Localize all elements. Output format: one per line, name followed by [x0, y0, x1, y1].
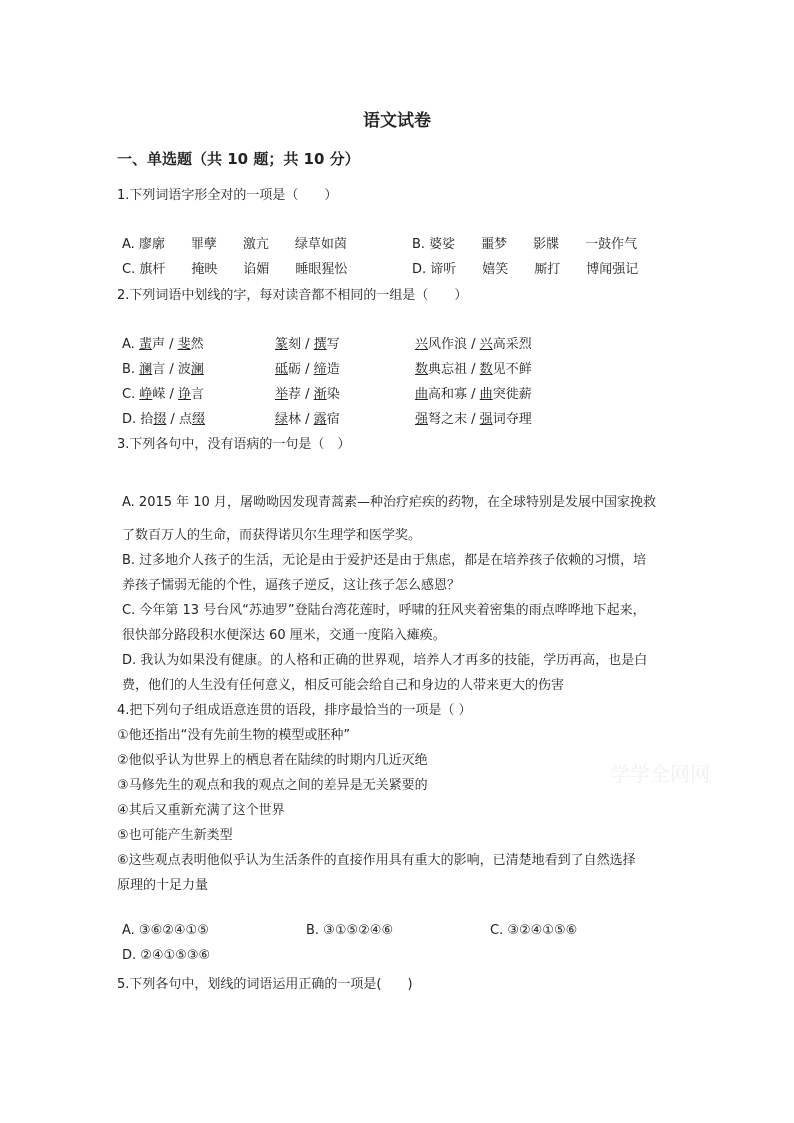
q3-option-c-line2: 很快部分路段积水便深达 60 厘米，交通一度陷入瘫痪。: [122, 628, 446, 643]
q4-item-3: ③马修先生的观点和我的观点之间的差异是无关紧要的: [117, 778, 428, 793]
q4-item-2: ②他似乎认为世界上的栖息者在陆续的时期内几近灭绝: [117, 753, 428, 768]
q2-option-b-pair2: 砥砺 / 缔造: [275, 362, 340, 377]
q2-option-b-pair3: 数典忘祖 / 数见不鲜: [415, 362, 532, 377]
q1-option-b: B. 婆娑 噩梦 影牒 一鼓作气: [412, 237, 638, 252]
question-3-stem: 3.下列各句中，没有语病的一句是（ ）: [117, 437, 351, 452]
q3-option-c-line1: C. 今年第 13 号台风“苏迪罗”登陆台湾花莲时，呼啸的狂风夹着密集的雨点哗哗地下起来，: [122, 603, 646, 618]
q2-option-c-pair2: 举荐 / 渐染: [275, 387, 340, 402]
q4-option-a: A. ③⑥②④①⑤: [122, 923, 209, 938]
question-5-stem: 5.下列各句中，划线的词语运用正确的一项是( ): [117, 977, 413, 992]
q1-option-c: C. 旗杆 掩映 谄媚 睡眼猩忪: [122, 262, 348, 277]
q4-item-6: ⑥这些观点表明他似乎认为生活条件的直接作用具有重大的影响，已清楚地看到了自然选择: [117, 853, 636, 868]
q2-option-a-pair1: A. 蜚声 / 斐然: [122, 337, 204, 352]
watermark: 学学全网网: [610, 762, 710, 786]
q4-item-6-cont: 原理的十足力量: [117, 878, 209, 893]
question-1-stem: 1.下列词语字形全对的一项是（ ）: [117, 188, 338, 203]
q3-option-d-line1: D. 我认为如果没有健康。的人格和正确的世界观，培养人才再多的技能，学历再高，也是白: [122, 653, 648, 668]
q2-option-d-pair2: 绿林 / 露宿: [275, 412, 340, 427]
q3-option-b-line2: 养孩子懦弱无能的个性，逼孩子逆反，这让孩子怎么感恩？: [122, 578, 461, 593]
q2-option-d-pair3: 强弩之末 / 强词夺理: [415, 412, 532, 427]
q3-option-b-line1: B. 过多地介人孩子的生活，无论是由于爱护还是由于焦虑，都是在培养孩子依赖的习惯，培: [122, 553, 647, 568]
q2-option-c-pair1: C. 峥嵘 / 诤言: [122, 387, 205, 402]
question-2-stem: 2.下列词语中划线的字，每对读音都不相同的一组是（ ）: [117, 288, 468, 303]
q2-option-a-pair3: 兴风作浪 / 兴高采烈: [415, 337, 532, 352]
page-title: 语文试卷: [363, 111, 431, 131]
question-4-stem: 4.把下列句子组成语意连贯的语段，排序最恰当的一项是（ ）: [117, 703, 472, 718]
q4-item-5: ⑤也可能产生新类型: [117, 828, 233, 843]
q4-option-d: D. ②④①⑤③⑥: [122, 948, 211, 963]
q4-item-4: ④其后又重新充满了这个世界: [117, 803, 285, 818]
q2-option-d-pair1: D. 拾掇 / 点缀: [122, 412, 205, 427]
q3-option-a-line1: A. 2015 年 10 月，屠呦呦因发现青蒿素—种治疗疟疾的药物，在全球特别是发展中国家挽救: [122, 495, 656, 510]
q2-option-c-pair3: 曲高和寡 / 曲突徙薪: [415, 387, 532, 402]
q1-option-d: D. 谛听 嬉笑 厮打 博闻强记: [412, 262, 639, 277]
q3-option-a-line2: 了数百万人的生命，而获得诺贝尔生理学和医学奖。: [122, 528, 422, 543]
q2-option-a-pair2: 篆刻 / 撰写: [275, 337, 340, 352]
q4-item-1: ①他还指出“没有先前生物的模型或胚种”: [117, 728, 351, 743]
q4-option-c: C. ③②④①⑤⑥: [490, 923, 578, 938]
q2-option-b-pair1: B. 澜言 / 波澜: [122, 362, 204, 377]
section-heading: 一、单选题（共 10 题；共 10 分）: [117, 150, 360, 168]
q3-option-d-line2: 费，他们的人生没有任何意义，相反可能会给自己和身边的人带来更大的伤害: [122, 678, 565, 693]
q1-option-a: A. 廖廓 罪孽 激亢 绿草如茵: [122, 237, 347, 252]
q4-option-b: B. ③①⑤②④⑥: [306, 923, 394, 938]
